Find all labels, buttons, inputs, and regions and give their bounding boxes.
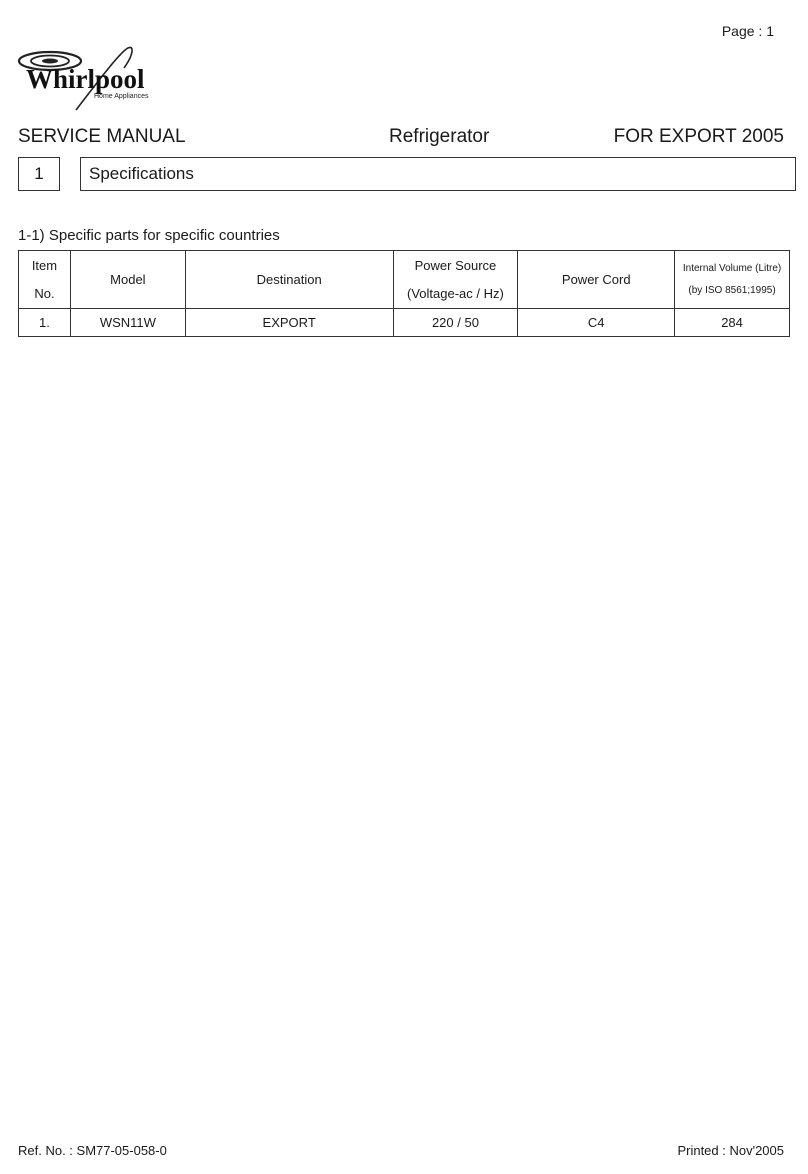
product-name: Refrigerator bbox=[389, 126, 490, 147]
cell-model: WSN11W bbox=[70, 309, 185, 337]
column-header-destination: Destination bbox=[185, 251, 393, 309]
column-header-internal-volume bbox=[675, 251, 790, 309]
cell-power-source: 220 / 50 bbox=[393, 309, 518, 337]
cell-power-cord: C4 bbox=[518, 309, 675, 337]
cell-item: 1. bbox=[19, 309, 71, 337]
column-header-power-cord: Power Cord bbox=[518, 251, 675, 309]
svg-text:Home Appliances: Home Appliances bbox=[94, 93, 149, 100]
section-heading bbox=[18, 157, 790, 191]
document-header bbox=[18, 126, 786, 152]
svg-text:Whirlpool: Whirlpool bbox=[26, 64, 145, 94]
column-header-power-source bbox=[393, 251, 518, 309]
column-header-model: Model bbox=[70, 251, 185, 309]
column-header-volume-line2: (by ISO 8561;1995) bbox=[688, 284, 776, 296]
table-header-row bbox=[19, 251, 790, 309]
whirlpool-logo bbox=[16, 44, 158, 116]
document-type: SERVICE MANUAL bbox=[18, 126, 186, 147]
table-row bbox=[19, 309, 790, 337]
edition-label: FOR EXPORT 2005 bbox=[613, 126, 784, 147]
section-number: 1 bbox=[18, 157, 60, 191]
subsection-title: 1-1) Specific parts for specific countries bbox=[18, 227, 280, 244]
page-number: Page : 1 bbox=[721, 23, 774, 39]
column-header-power-source-line2: (Voltage-ac / Hz) bbox=[407, 285, 504, 301]
printed-date: Printed : Nov'2005 bbox=[677, 1143, 784, 1158]
column-header-power-source-line1: Power Source bbox=[414, 257, 497, 273]
column-header-item-line1: Item bbox=[31, 257, 58, 273]
specifications-table bbox=[18, 250, 790, 337]
column-header-item-line2: No. bbox=[34, 285, 55, 301]
column-header-item bbox=[19, 251, 71, 309]
column-header-volume-line1: Internal Volume (Litre) bbox=[682, 262, 782, 274]
reference-number: Ref. No. : SM77-05-058-0 bbox=[18, 1143, 167, 1158]
section-title: Specifications bbox=[80, 157, 796, 191]
cell-internal-volume: 284 bbox=[675, 309, 790, 337]
cell-destination: EXPORT bbox=[185, 309, 393, 337]
